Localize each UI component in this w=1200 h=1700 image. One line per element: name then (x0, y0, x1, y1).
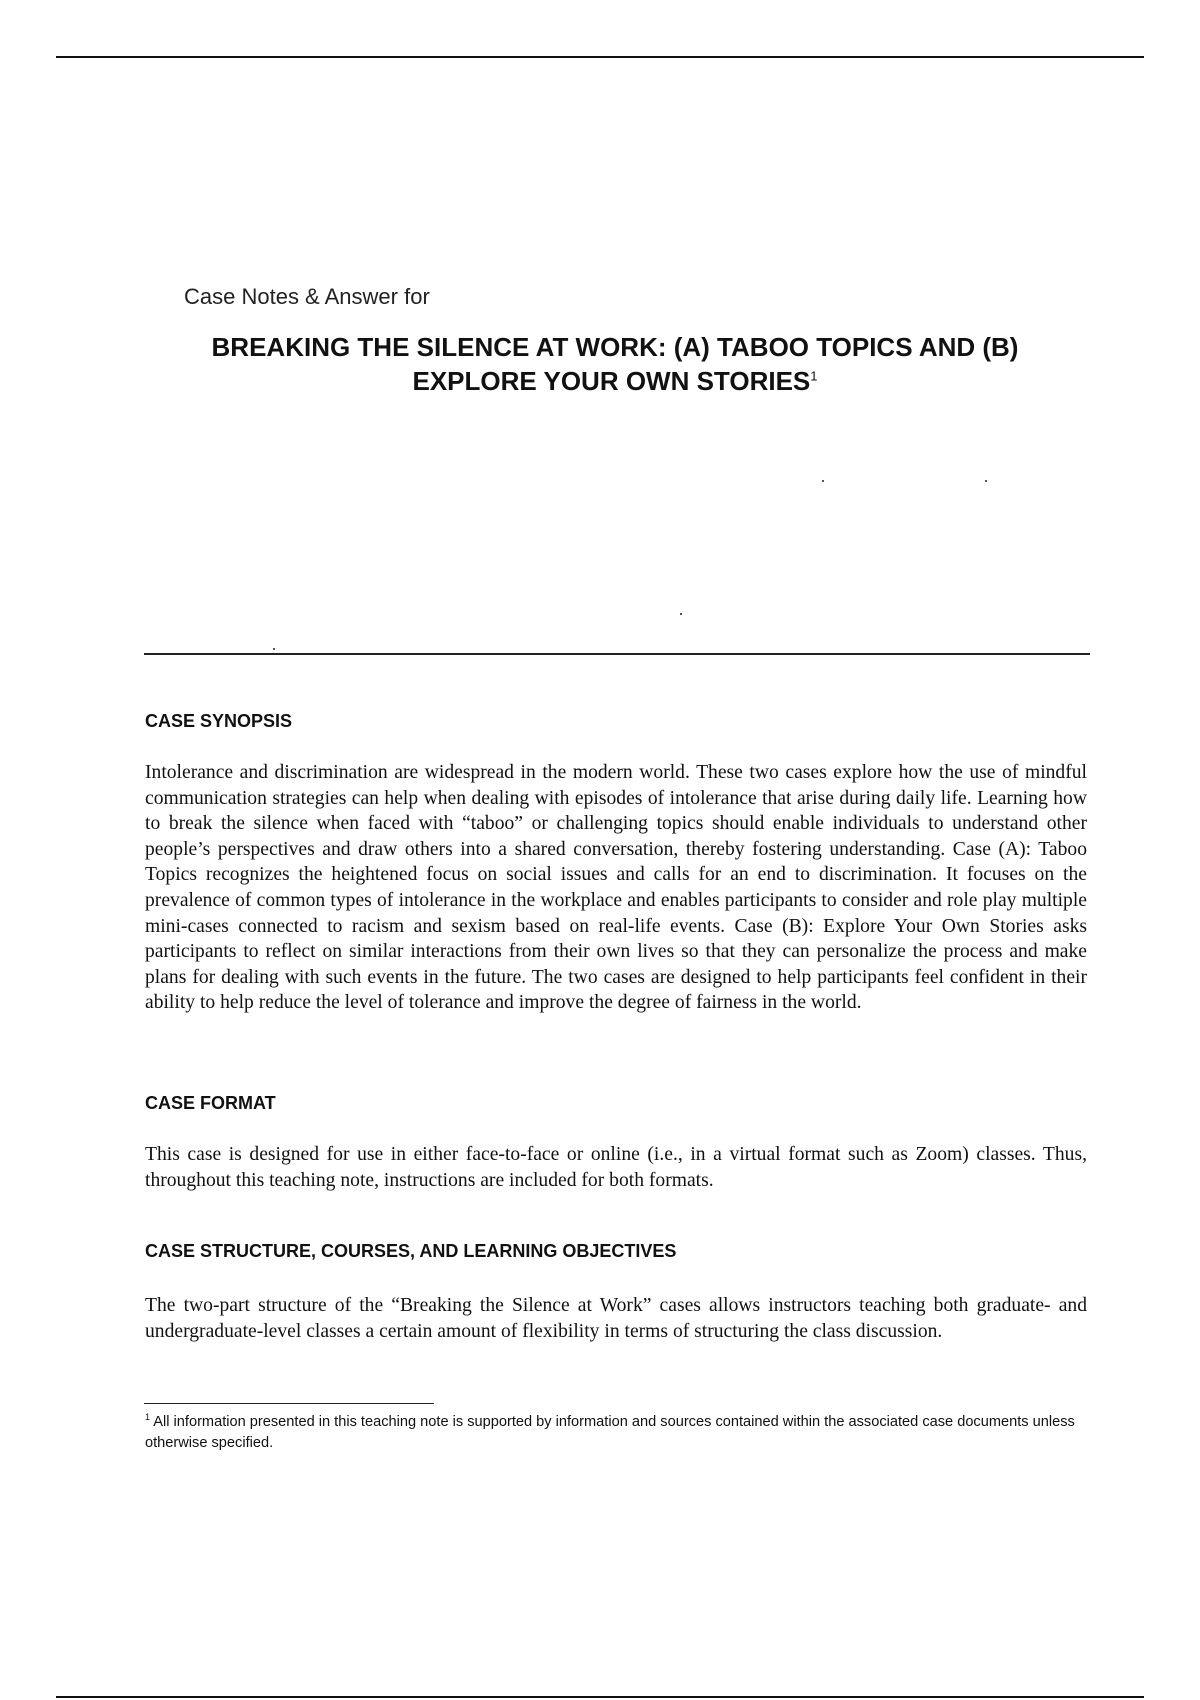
top-rule (56, 56, 1144, 58)
document-title (150, 330, 1080, 398)
title-line-1: BREAKING THE SILENCE AT WORK: (A) TABOO TOPICS AND (B) (211, 332, 1019, 362)
title-footnote-mark: 1 (810, 368, 818, 384)
section-heading-structure: CASE STRUCTURE, COURSES, AND LEARNING OBJECTIVES (145, 1241, 677, 1261)
section-text-structure: The two-part structure of the “Breaking the Silence at Work” cases allows instructors teaching both graduate- and undergraduate-level classes a certain amount of flexibility in terms of structuring the class discussion. (145, 1295, 1087, 1342)
section-text-format: This case is designed for use in either face-to-face or online (i.e., in a virtual format such as Zoom) classes. Thus, throughout this teaching note, instructions are included for both formats. (145, 1144, 1087, 1191)
bottom-rule (56, 1696, 1144, 1698)
pre-title: Case Notes & Answer for (184, 284, 430, 309)
scan-speck (273, 648, 275, 650)
scan-speck (985, 480, 987, 482)
title-line-2: EXPLORE YOUR OWN STORIES (412, 366, 811, 396)
footnote (145, 1412, 1090, 1453)
section-heading-synopsis: CASE SYNOPSIS (145, 711, 293, 731)
footnote-divider (144, 1403, 434, 1404)
footnote-text: All information presented in this teaching note is supported by information and sources contained within the associated case documents unless otherwise specified. (145, 1414, 1075, 1451)
section-text-synopsis: Intolerance and discrimination are widespread in the modern world. These two cases explore how the use of mindful communication strategies can help when dealing with episodes of intolerance that arise during daily life. Learning how to break the silence when faced with “taboo” or challenging topics should enable individuals to understand other people’s perspectives and draw others into a shared conversation, thereby fostering understanding. Case (A): Taboo Topics recognizes the heightened focus on social issues and calls for an end to discrimination. It focuses on the prevalence of common types of intolerance in the workplace and enables participants to consider and role play multiple mini-cases connected to racism and sexism based on real-life events. Case (B): Explore Your Own Stories asks participants to reflect on similar interactions from their own lives so that they can personalize the process and make plans for dealing with such events in the future. The two cases are designed to help participants feel confident in their ability to help reduce the level of tolerance and improve the degree of fairness in the world. (145, 762, 1087, 1014)
scan-speck (822, 480, 824, 482)
scan-speck (680, 613, 682, 615)
footnote-mark: 1 (145, 1412, 151, 1423)
section-heading-format: CASE FORMAT (145, 1093, 276, 1113)
header-divider (144, 653, 1090, 655)
